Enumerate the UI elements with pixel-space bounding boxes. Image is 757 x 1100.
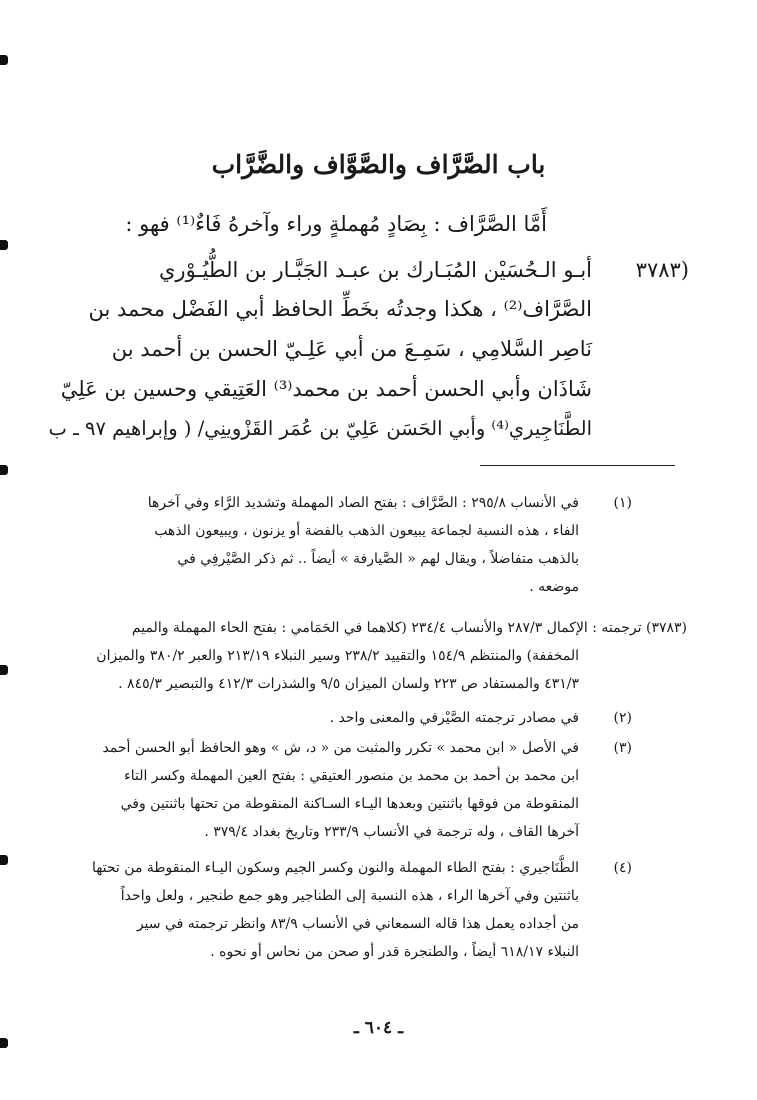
- footnote-label: (١): [613, 495, 632, 511]
- footnote-label: (٢): [613, 710, 632, 726]
- entry-line: نَاصِر السَّلامِي ، سَمِـعَ من أبي عَلِـيّ الحسن بن أحمد بن: [111, 337, 592, 361]
- footnote-line: باثنتين وفي آخرها الراء ، هذه النسبة إلى الطناجير وهو جمع طنجير ، ولعل واحداً: [120, 888, 579, 904]
- edge-mark: [0, 1038, 8, 1048]
- footnote-line: من أجداده يعمل هذا قاله السمعاني في الأنساب ٨٣/٩ وانظر ترجمته في سير: [136, 916, 579, 932]
- footnote-line: المخففة) والمنتظم ١٥٤/٩ والتقييد ٢٣٨/٢ وسير النبلاء ٢١٣/١٩ والعبر ٣٨٠/٢ والميزان: [96, 648, 579, 664]
- page-number: ـ ٦٠٤ ـ: [353, 1018, 404, 1038]
- entry-line: الصَّرَّاف⁽²⁾ ، هكذا وجدتُه بخَطِّ الحافظ أبي الفَضْل محمد بن: [88, 297, 592, 321]
- footnote-line: ٤٣١/٣ والمستفاد ص ٢٢٣ ولسان الميزان ٩/٥ والشذرات ٤١٢/٣ والتبصير ٨٤٥/٣ .: [118, 676, 579, 692]
- footnote-line: في مصادر ترجمته الصَّيْرفي والمعنى واحد .: [329, 710, 579, 726]
- footnote-label: (٤): [613, 860, 632, 876]
- edge-mark: [0, 465, 8, 475]
- entry-number: (٣٧٨٣: [635, 258, 689, 282]
- footnote-line: بالذهب متفاضلاً ، ويقال لهم « الصَّيارفة » أيضاً .. ثم ذكر الصَّيْرفِي في: [177, 551, 579, 567]
- edge-mark: [0, 55, 8, 65]
- footnote-label: (٣): [613, 740, 632, 756]
- footnote-line: موضعه .: [529, 579, 579, 595]
- footnote-line: الفاء ، هذه النسبة لجماعة يبيعون الذهب بالفضة أو يزنون ، ويبيعون الذهب: [154, 523, 579, 539]
- footnote-line: في الأصل « ابن محمد » تكرر والمثبت من « د، ش » وهو الحافظ أبو الحسن أحمد: [102, 740, 579, 756]
- intro-line: أَمَّا الصَّرَّاف : بِصَادٍ مُهملةٍ وراء وآخرهُ فَاءٌ⁽¹⁾ فهو :: [125, 212, 547, 236]
- footnote-line: المنقوطة من فوقها باثنتين وبعدها اليـاء السـاكنة المنقوطة من تحتها باثنتين وفي: [120, 796, 579, 812]
- edge-mark: [0, 240, 8, 250]
- chapter-title: باب الصَّرَّاف والصَّوَّاف والضَّرَّاب: [211, 150, 546, 179]
- edge-mark: [0, 855, 8, 865]
- footnote-line: (٣٧٨٣) ترجمته : الإكمال ٢٨٧/٣ والأنساب ٢٣٤/٤ (كلاهما في الحَمَامي : بفتح الحاء المهملة والميم: [131, 620, 687, 636]
- footnote-line: ابن محمد بن أحمد بن محمد بن منصور العتيقي : بفتح العين المهملة وكسر التاء: [124, 768, 579, 784]
- footnote-line: في الأنساب ٢٩٥/٨ : الصَّرَّاف : بفتح الصاد المهملة وتشديد الرَّاء وفي آخرها: [147, 495, 579, 511]
- footnote-line: الطَّنَاجيري : بفتح الطاء المهملة والنون وكسر الجيم وسكون اليـاء المنقوطة من تحتها: [91, 860, 579, 876]
- footnote-divider: [480, 465, 675, 466]
- entry-line: الطَّنَاجِيري⁽⁴⁾ وأبي الحَسَن عَلِيّ بن عُمَر القَزْوينِي/ ( وإبراهيم ٩٧ ـ ب: [48, 417, 592, 440]
- entry-line: أبـو الـحُسَيْن المُبَـارك بن عبـد الجَبَّـار بن الطُّيُـوْري: [158, 258, 592, 282]
- entry-line: شَاذَان وأبي الحسن أحمد بن محمد⁽³⁾ العَتِيقي وحسين بن عَلِيّ: [60, 377, 592, 401]
- footnote-line: آخرها القاف ، وله ترجمة في الأنساب ٢٣٣/٩ وتاريخ بغداد ٣٧٩/٤ .: [204, 824, 579, 840]
- footnote-line: النبلاء ٦١٨/١٧ أيضاً ، والطنجرة قدر أو صحن من نحاس أو نحوه .: [210, 944, 579, 960]
- edge-mark: [0, 665, 8, 675]
